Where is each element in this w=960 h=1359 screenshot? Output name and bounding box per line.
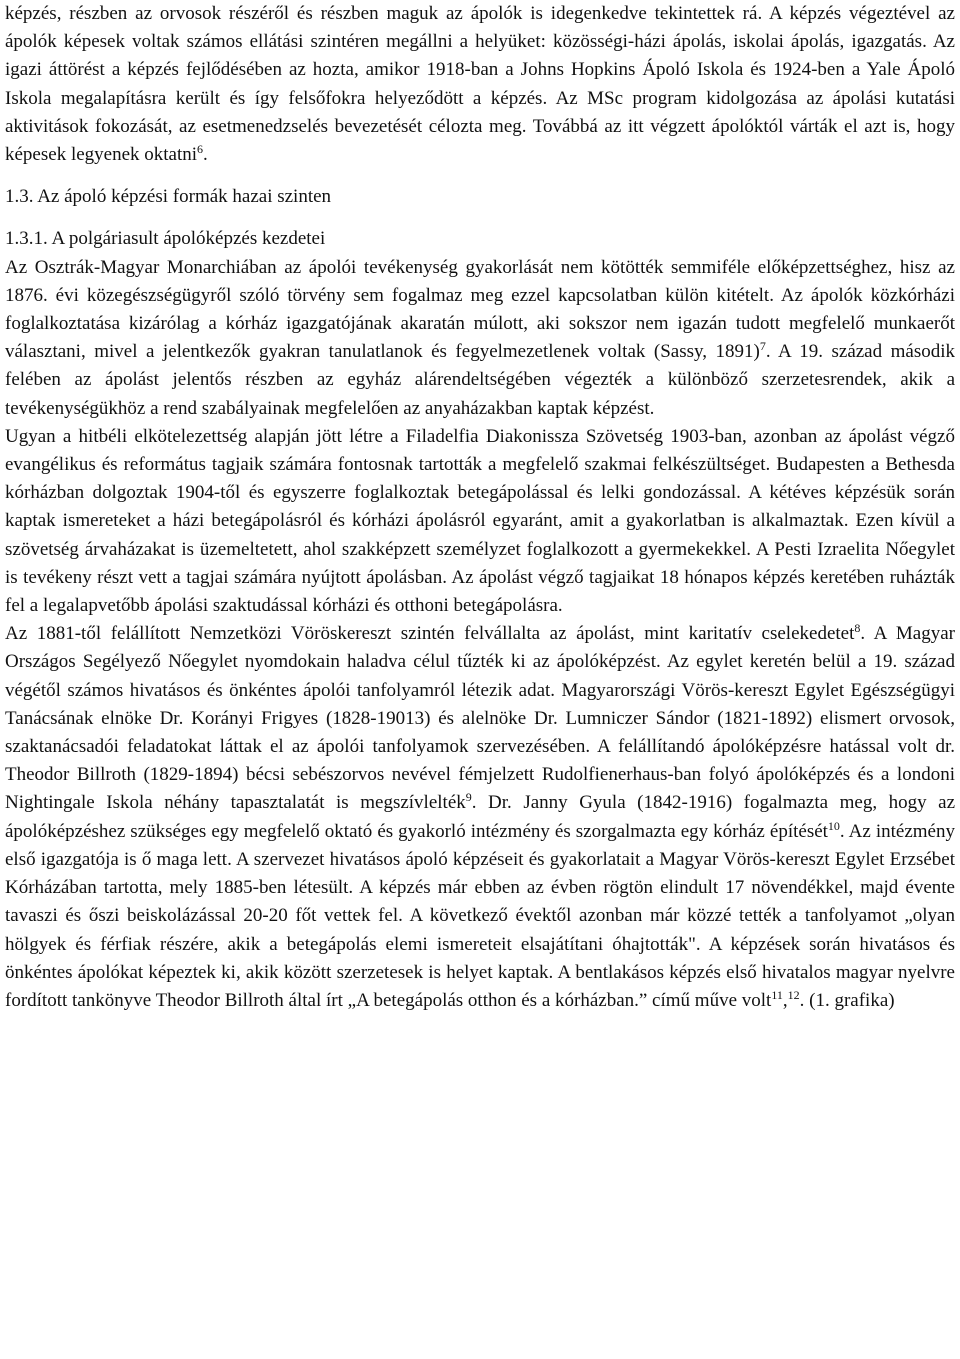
intro-paragraph	[5, 0, 955, 169]
footnote-ref: 8	[854, 621, 861, 636]
footnote-ref: 7	[759, 339, 766, 354]
footnote-ref: 11	[771, 987, 783, 1002]
intro-text: képzés, részben az orvosok részéről és részben maguk az ápolók is idegenkedve tekintettek rá. A képzés végeztével az ápolók képesek voltak számos ellátási szintéren megállni a helyüket: közösségi-házi ápolás, iskolai ápolás, igazgatás. Az igazi áttörést a képzés fejlődésében az hozta, amikor 1918-ban a Johns Hopkins Ápoló Iskola és 1924-ben a Yale Ápoló Iskola megalapításra került és így felsőfokra helyeződött a képzés. Az MSc program kidolgozása az ápolási kutatási aktivitások fokozását, az esetmenedzselés bevezetését célozta meg. Továbbá az itt végzett ápolóktól várták el azt is, hogy képesek legyenek oktatni	[5, 3, 955, 166]
para3-text-3: . Dr. Janny Gyula (1842-1916) fogalmazta meg, hogy az ápolóképzéshez szükséges egy megfelelő oktató és gyakorló intézmény és szorgalmazta egy kórház építését	[5, 792, 956, 842]
para3-text-4: . Az intézmény első igazgatója is ő maga lett. A szervezet hivatásos ápoló képzéseit és gyakorlatait a Magyar Vörös-kereszt Egylet Erzsébet Kórházában tartotta, mely 1885-ben létesült. A képzés már ebben az évben rögtön elindult 17 növendékkel, majd évente tavaszi és őszi beiskolázással 20-20 főt vettek fel. A következő évektől azonban már közzé tették a tanfolyamot „olyan hölgyek és férfiak részére, akik a betegápolás elemi ismereteit elsajátítani óhajtották". A képzések során hivatásos és önkéntes ápolókat képeztek ki, akik között szerzetesek is helyet kaptak. A bentlakásos képzés első hivatalos magyar nyelvre fordított tankönyve Theodor Billroth által írt „A betegápolás otthon és a kórházban.” című műve volt	[5, 820, 955, 1011]
para3-text-2: . A Magyar Országos Segélyező Nőegylet nyomdokain haladva célul tűzték ki az ápolóképzést. Az egylet keretén belül a 19. század végétől számos hivatásos és önkéntes ápolói tanfolyamról létezik adat. Magyarországi Vörös-kereszt Egylet Egészségügyi Tanácsának elnöke Dr. Korányi Frigyes (1828-19013) és alelnöke Dr. Lumniczer Sándor (1821-1892) elismert orvosok, szaktanácsadói feladatokat láttak el az ápolói tanfolyamok szervezésében. A felállítandó ápolóképzésre hatással volt dr. Theodor Billroth (1829-1894) bécsi sebészorvos nevével fémjelzett Rudolfienerhaus-ban folyó ápolóképzés és a londoni Nightingale Iskola néhány tapasztalatát is megszívlelték	[5, 623, 955, 814]
footnote-ref: 9	[465, 790, 472, 805]
section-heading: 1.3. Az ápoló képzési formák hazai szinten	[5, 186, 332, 208]
para3-text-5: . (1. grafika)	[799, 989, 895, 1011]
para1-text: Az Osztrák-Magyar Monarchiában az ápolói tevékenység gyakorlását nem kötötték semmiféle előképzettséghez, hisz az 1876. évi közegészségügyről szóló törvény sem fogalmaz meg ezzel kapcsolatban külön kitételt. Az ápolók közkórházi foglalkoztatása kizárólag a kórház igazgatójának akaratán múlott, aki sokszor nem igazán tudott megfelelő munkaerőt választani, mivel a jelentkezők gyakran tanulatlanok és fegyelmezetlenek voltak (Sassy, 1891)	[5, 256, 955, 363]
document-page	[5, 0, 955, 1015]
footnote-ref: 10	[827, 818, 840, 833]
footnote-ref: 6	[197, 142, 204, 157]
footnote-separator: ,	[782, 989, 788, 1011]
body-paragraph-2	[5, 423, 955, 620]
para1-tail: . A 19. század második felében az ápolást jelentős részben az egyház alárendeltségében végezték a különböző szerzetesrendek, akik a tevékenységükhöz a rend szabályainak megfelelően az anyaházakban kaptak képzést.	[5, 341, 955, 419]
body-paragraph-3	[5, 620, 955, 1015]
para2-text: Ugyan a hitbéli elkötelezettség alapján jött létre a Filadelfia Diakonissza Szövetség 1903-ban, azonban az ápolást végző evangélikus és református tagjaik számára fontosnak tartották a megfelelő szakmai felkészültséget. Budapesten a Bethesda kórházban dolgoztak 1904-től és egyszerre foglalkoztak betegápolással és lelki gondozással. A kétéves képzésük során kaptak ismereteket a házi betegápolásról és kórházi ápolásról egyaránt, amit a gyakorlatban is alkalmaztak. Ezen kívül a szövetség árvaházakat is üzemeltetett, ahol szakképzett személyzet foglalkozott a gyermekekkel. A Pesti Izraelita Nőegylet is tevékeny részt vett a tagjai számára nyújtott ápolásban. Az ápolást végző tagjaikat 18 hónapos képzés keretében ruházták fel a legalapvetőbb ápolási szaktudással kórházi és otthoni betegápolásra.	[5, 425, 955, 617]
footnote-ref: 12	[787, 987, 800, 1002]
subsection-heading: 1.3.1. A polgáriasult ápolóképzés kezdetei	[5, 228, 326, 250]
body-paragraph-1	[5, 254, 955, 423]
para3-text: Az 1881-től felállított Nemzetközi Vöröskereszt szintén felvállalta az ápolást, mint karitatív cselekedetet	[5, 623, 855, 645]
intro-tail: .	[203, 144, 208, 166]
